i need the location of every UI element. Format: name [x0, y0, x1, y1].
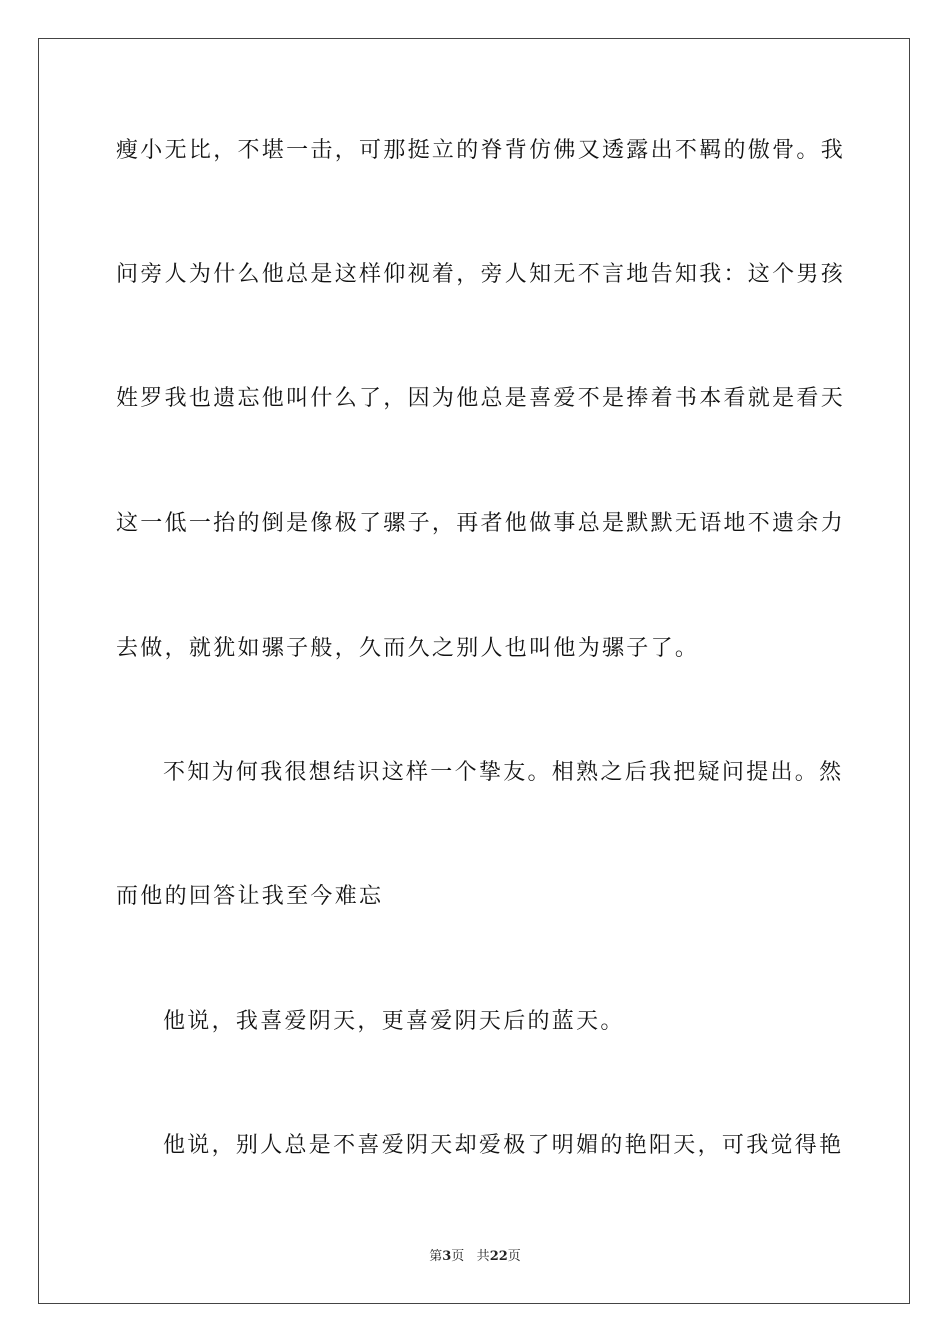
- page-number: 3: [442, 1249, 452, 1264]
- text-line: 而他的回答让我至今难忘: [116, 884, 384, 909]
- paragraph-first-line: 他说，别人总是不喜爱阴天却爱极了明媚的艳阳天，可我觉得艳: [163, 1133, 844, 1158]
- page-prefix: 第: [429, 1249, 443, 1264]
- page-footer: [0, 1248, 950, 1266]
- paragraph-first-line: 不知为何我很想结识这样一个挚友。相熟之后我把疑问提出。然: [163, 760, 844, 785]
- text-line: 这一低一抬的倒是像极了骡子，再者他做事总是默默无语地不遗余力: [116, 511, 846, 536]
- paragraph-first-line: 他说，我喜爱阴天，更喜爱阴天后的蓝天。: [163, 1009, 625, 1034]
- total-prefix: 共: [476, 1249, 490, 1264]
- page-suffix: 页: [451, 1249, 465, 1264]
- text-line: 瘦小无比，不堪一击，可那挺立的脊背仿佛又透露出不羁的傲骨。我: [116, 138, 846, 163]
- total-pages: 22: [489, 1249, 508, 1264]
- text-line: 姓罗我也遗忘他叫什么了，因为他总是喜爱不是捧着书本看就是看天: [116, 386, 846, 411]
- page-border: [38, 38, 910, 1304]
- total-suffix: 页: [507, 1249, 521, 1264]
- text-line: 问旁人为什么他总是这样仰视着，旁人知无不言地告知我：这个男孩: [116, 262, 846, 287]
- text-line: 去做，就犹如骡子般，久而久之别人也叫他为骡子了。: [116, 636, 700, 661]
